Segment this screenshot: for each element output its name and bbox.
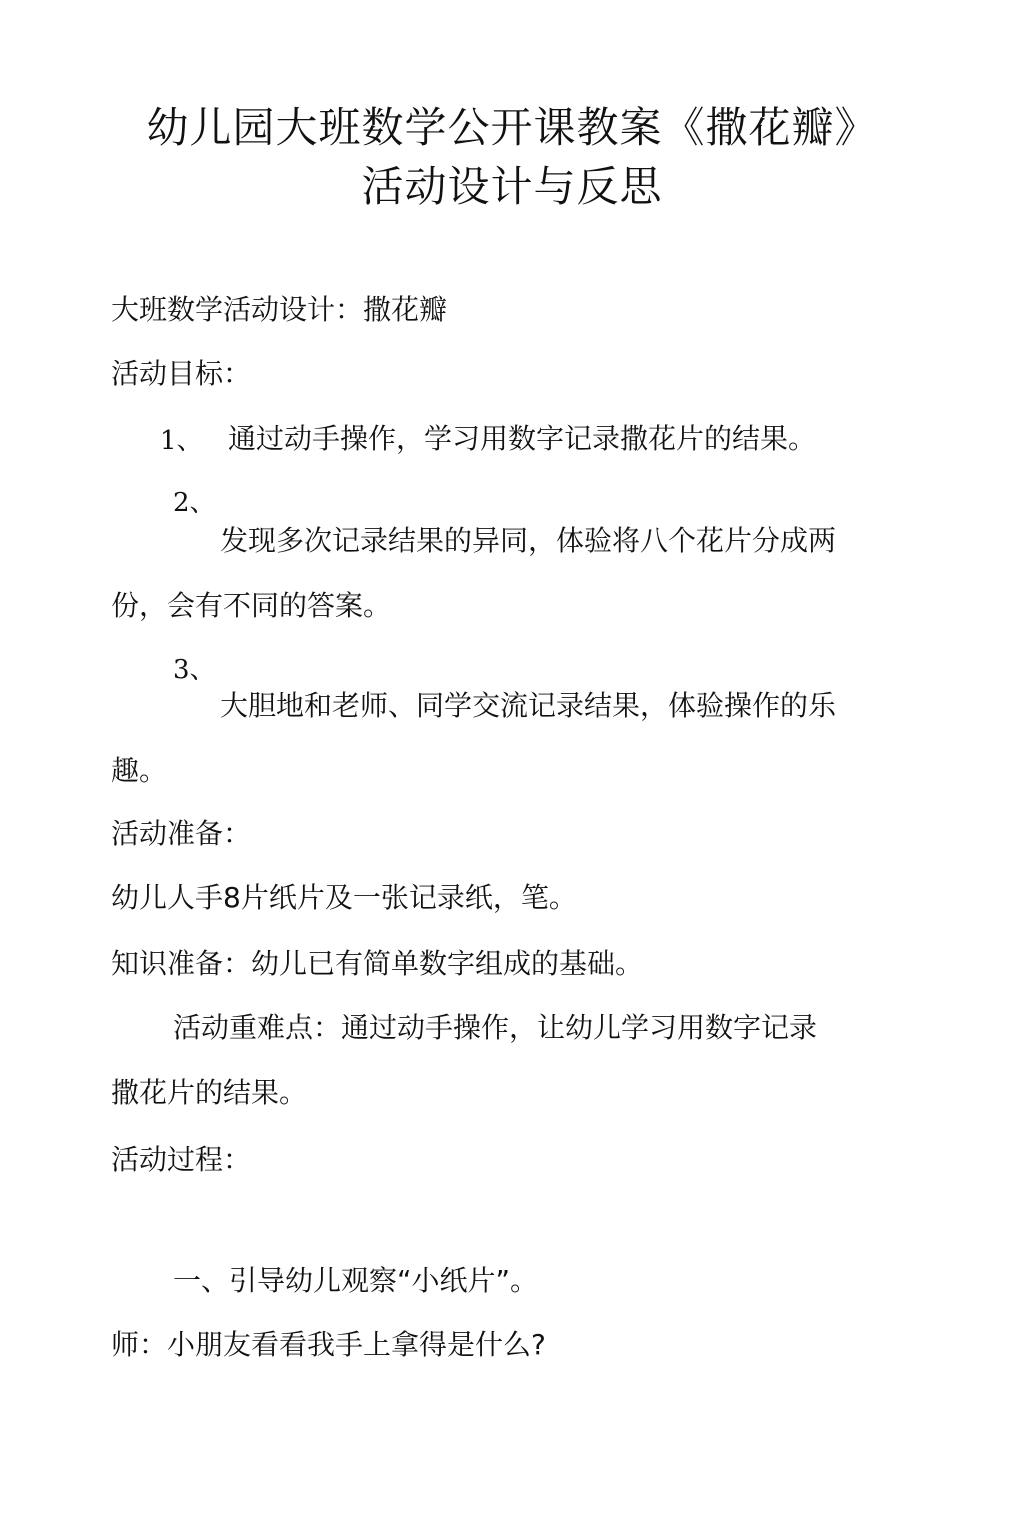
goal-3-number: 3、 (173, 655, 216, 685)
key-points-line1: 活动重难点：通过动手操作，让幼儿学习用数字记录 (173, 1011, 818, 1044)
goal-1-text: 通过动手操作，学习用数字记录撒花片的结果。 (228, 422, 817, 455)
teacher-line: 师：小朋友看看我手上拿得是什么? (111, 1328, 546, 1361)
knowledge-prep: 知识准备：幼儿已有简单数字组成的基础。 (111, 947, 644, 980)
goal-2-text-line1: 发现多次记录结果的异同，体验将八个花片分成两 (220, 524, 837, 557)
document-title-line1: 幼儿园大班数学公开课教案《撒花瓣》 (146, 103, 878, 152)
prep-heading: 活动准备： (111, 817, 252, 850)
goals-heading: 活动目标： (111, 357, 252, 390)
key-points-line2: 撒花片的结果。 (111, 1076, 308, 1109)
process-heading: 活动过程： (111, 1143, 252, 1176)
step-1: 一、引导幼儿观察“小纸片”。 (173, 1264, 539, 1297)
goal-2-number: 2、 (173, 488, 216, 518)
prep-text: 幼儿人手8片纸片及一张记录纸，笔。 (111, 881, 577, 914)
goal-3-text-line1: 大胆地和老师、同学交流记录结果，体验操作的乐 (220, 689, 837, 722)
goal-1-number: 1、 (160, 426, 203, 456)
goal-3-text-line2: 趣。 (111, 754, 168, 787)
document-title-line2: 活动设计与反思 (361, 162, 663, 211)
design-heading: 大班数学活动设计：撒花瓣 (111, 293, 448, 326)
goal-2-text-line2: 份，会有不同的答案。 (111, 589, 392, 622)
